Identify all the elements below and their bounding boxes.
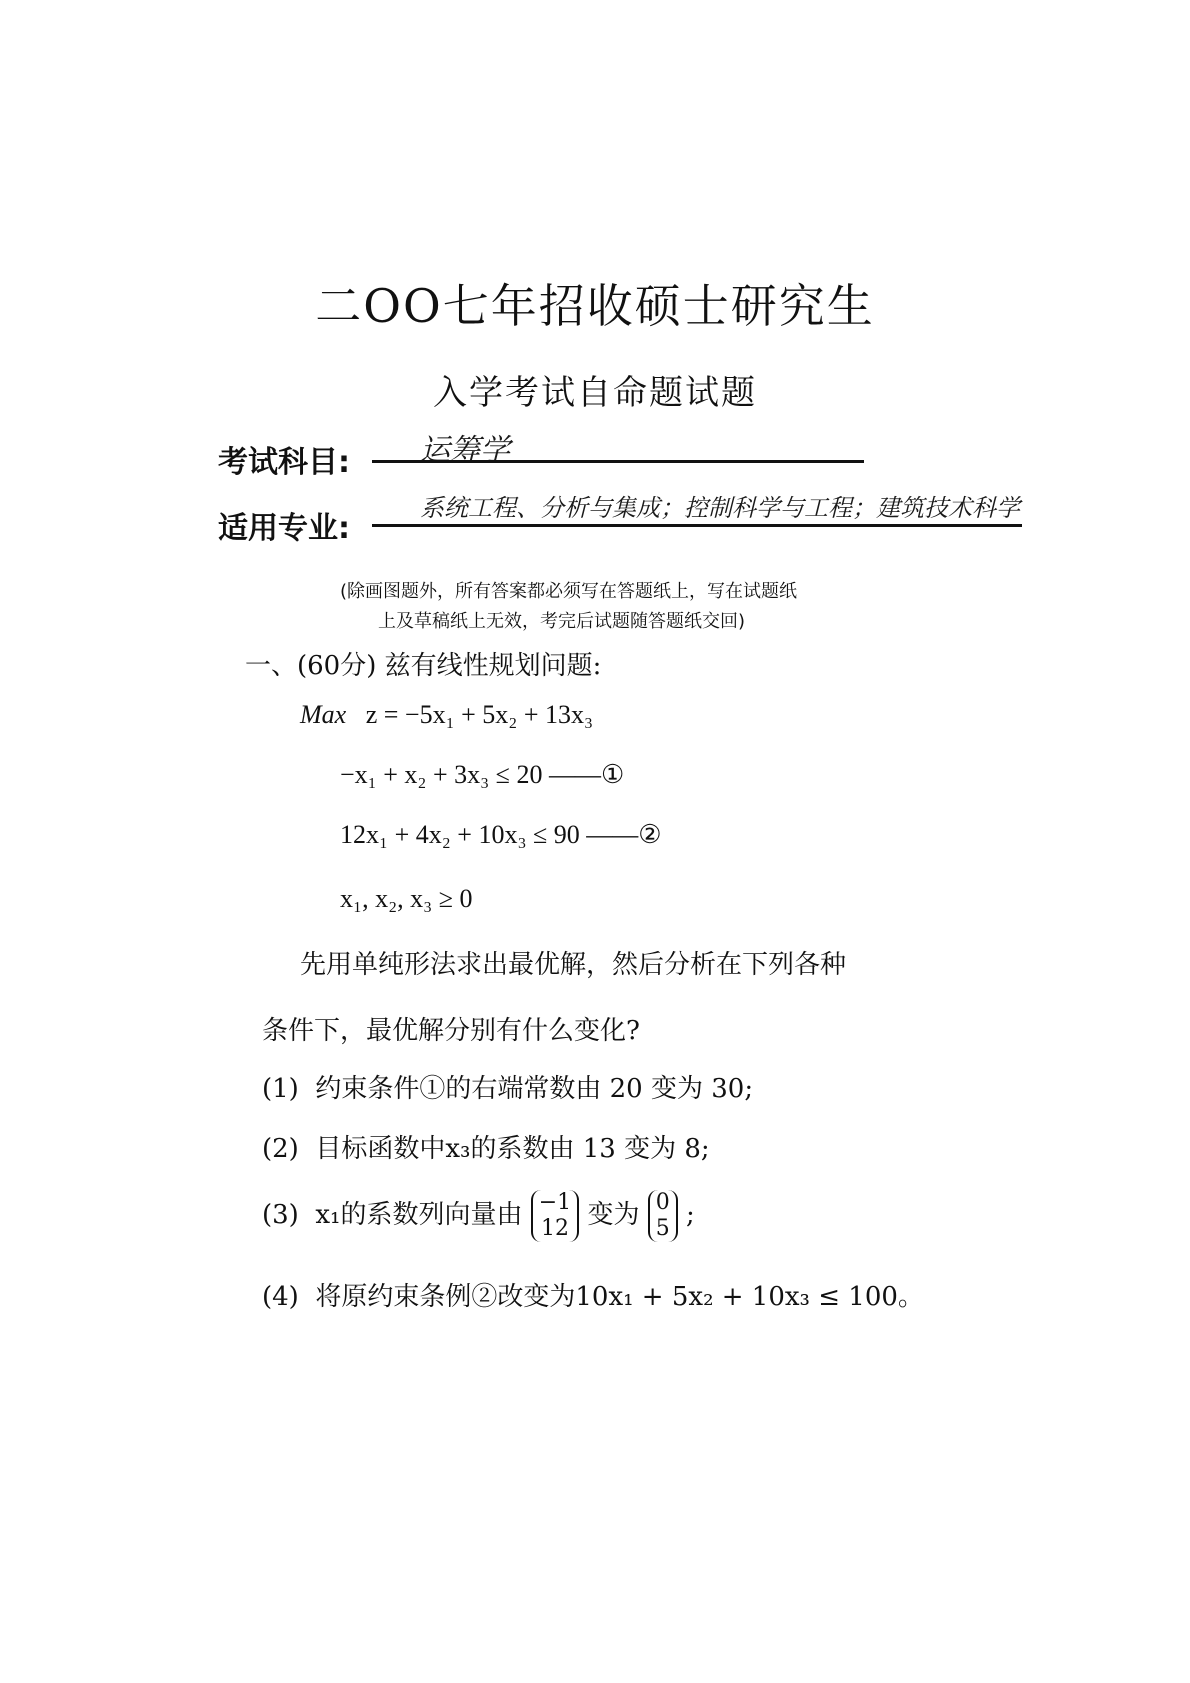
constraint-2-marker: ——② xyxy=(586,820,662,849)
major-handwritten-value: 系统工程、分析与集成；控制科学与工程；建筑技术科学 xyxy=(420,494,1020,522)
instruction-note-line1: (除画图题外，所有答案都必须写在答题纸上，写在试题纸 xyxy=(340,581,798,602)
objective-expression: z = −5x₁ + 5x₂ + 13x₃ xyxy=(365,700,594,729)
constraint-nonnegativity xyxy=(340,884,472,914)
exam-title: 二OO七年招收硕士研究生 xyxy=(315,279,875,333)
subquestion-1 xyxy=(262,1068,753,1105)
subquestion-3-number: (3) xyxy=(262,1200,299,1230)
subquestion-3-post: ; xyxy=(685,1200,695,1230)
constraint-2-expression: 12x₁ + 4x₂ + 10x₃ ≤ 90 xyxy=(340,820,580,849)
subquestion-1-text: 约束条件①的右端常数由 20 变为 30; xyxy=(315,1074,754,1104)
subject-handwritten-value: 运筹学 xyxy=(420,433,510,468)
vector-1-top: −1 xyxy=(538,1190,572,1215)
question-intro-line2: 条件下，最优解分别有什么变化? xyxy=(262,1016,640,1046)
vector-1-bottom: 12 xyxy=(540,1216,569,1241)
subject-label: 考试科目: xyxy=(218,445,350,480)
subquestion-4 xyxy=(262,1276,924,1313)
subject-underline xyxy=(372,460,864,463)
subquestion-2-number: (2) xyxy=(262,1134,299,1164)
vector-2-bottom: 5 xyxy=(655,1216,670,1241)
subquestion-1-number: (1) xyxy=(262,1074,299,1104)
subquestion-2-text: 目标函数中x₃的系数由 13 变为 8; xyxy=(315,1134,710,1164)
constraint-1-expression: −x₁ + x₂ + 3x₃ ≤ 20 xyxy=(340,760,543,789)
subquestion-3-pre: x₁的系数列向量由 xyxy=(315,1200,523,1230)
subquestion-2 xyxy=(262,1128,710,1165)
coefficient-vector-new xyxy=(648,1190,678,1242)
objective-function xyxy=(300,700,593,730)
major-label: 适用专业: xyxy=(218,511,350,546)
constraint-3-expression: x₁, x₂, x₃ ≥ 0 xyxy=(340,884,473,913)
instruction-note-line2: 上及草稿纸上无效，考完后试题随答题纸交回) xyxy=(378,611,746,632)
question-1-heading: 一、(60分) 兹有线性规划问题: xyxy=(245,651,602,681)
question-intro-line1: 先用单纯形法求出最优解，然后分析在下列各种 xyxy=(300,950,847,980)
major-underline xyxy=(372,524,1022,527)
vector-2-top: 0 xyxy=(655,1190,670,1215)
coefficient-vector-original xyxy=(531,1190,579,1242)
objective-lead: Max xyxy=(300,700,347,729)
constraint-1 xyxy=(340,760,624,790)
constraint-2 xyxy=(340,820,662,850)
subquestion-3 xyxy=(262,1190,695,1242)
constraint-1-marker: ——① xyxy=(548,760,625,789)
subquestion-3-mid: 变为 xyxy=(587,1200,640,1230)
subquestion-4-number: (4) xyxy=(262,1282,299,1312)
subquestion-4-text: 将原约束条例②改变为10x₁ + 5x₂ + 10x₃ ≤ 100。 xyxy=(315,1282,924,1312)
exam-subtitle: 入学考试自命题试题 xyxy=(433,373,757,413)
